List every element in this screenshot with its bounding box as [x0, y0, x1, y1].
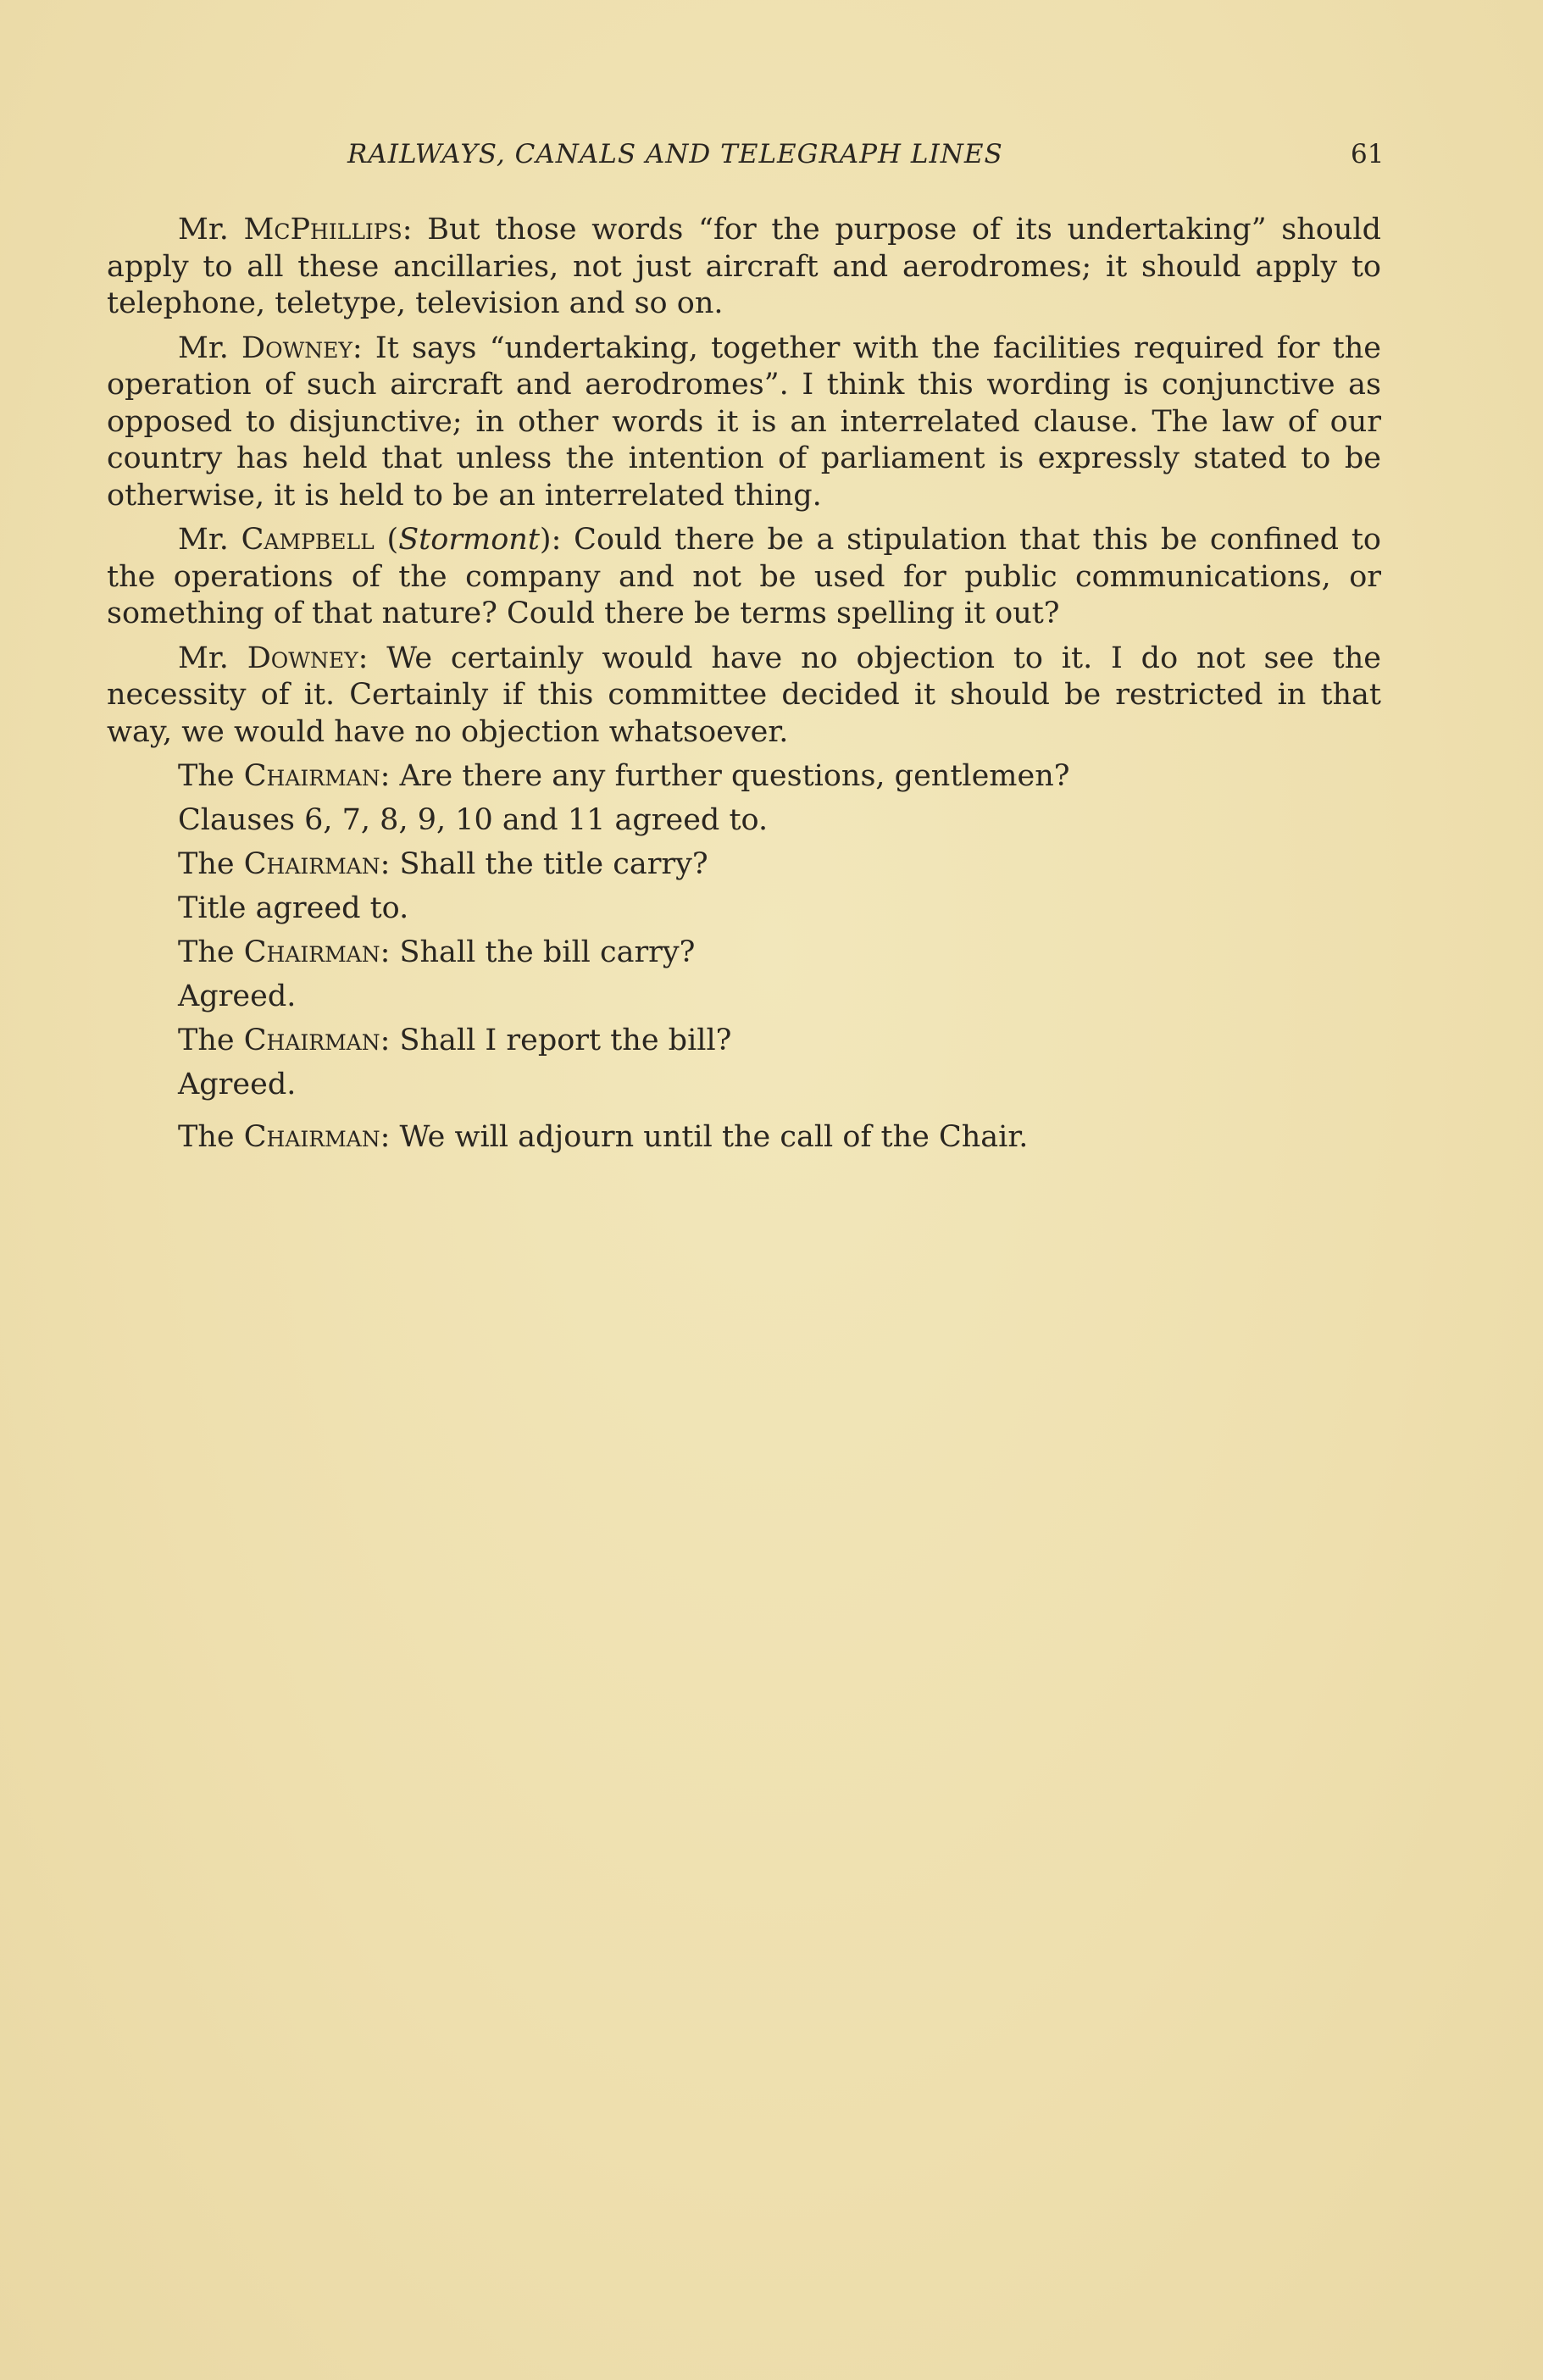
line-chairman-questions [107, 758, 1381, 796]
speaker-title: Mr. [178, 330, 242, 365]
paragraph-downey-1 [107, 330, 1381, 515]
speaker-title: The [178, 935, 244, 969]
paragraph-text: : Could there be a stipulation that this be confined to the operations of the company and not be used for public communications, or something of that nature? Could there be terms spelling it out? [107, 523, 1381, 630]
speaker-name: Chairman [243, 759, 380, 793]
speaker-name: Chairman [243, 1024, 380, 1057]
line-text: : Shall I report the bill? [380, 1024, 732, 1057]
line-text: : Shall the bill carry? [380, 935, 696, 969]
line-text: Agreed. [178, 1068, 297, 1101]
line-chairman-title [107, 846, 1381, 884]
paragraph-mcphillips [107, 212, 1381, 323]
speaker-title: Mr. [178, 523, 241, 557]
line-text: Clauses 6, 7, 8, 9, 10 and 11 agreed to. [178, 803, 769, 837]
speaker-constituency: Stormont [398, 523, 540, 557]
paragraph-text: : We certainly would have no objection to it. I do not see the necessity of it. Certainly if this committee decided it should be restricted in that way, we would have no objection whatsoever. [107, 641, 1381, 749]
page-number: 61 [1351, 139, 1385, 169]
line-text: Agreed. [178, 979, 297, 1013]
speaker-title: Mr. [178, 213, 244, 247]
speaker-name: Downey [247, 641, 358, 675]
line-agreed-2 [107, 1067, 1381, 1104]
transcript-body [107, 212, 1381, 1163]
line-text: : We will adjourn until the call of the Chair. [380, 1119, 1029, 1154]
speaker-title: The [178, 1024, 244, 1057]
line-text: : Are there any further questions, gentlemen? [380, 759, 1070, 793]
line-agreed-1 [107, 979, 1381, 1016]
paragraph-campbell: Mr. Campbell (Stormont): Could there be a stipulation that this be confined to the operations of the company and not be used for public communications, or something of that nature? Could there be terms spelling it out? [107, 523, 1381, 630]
speaker-name: Chairman [243, 935, 380, 969]
running-head [0, 136, 1543, 178]
line-text: Title agreed to. [178, 891, 409, 925]
line-clauses-agreed [107, 802, 1381, 840]
speaker-name: McPhillips [243, 213, 402, 247]
speaker-title: Mr. [178, 641, 247, 675]
speaker-name: Downey [241, 330, 352, 365]
speaker-title: The [178, 1119, 244, 1154]
line-chairman-report [107, 1023, 1381, 1060]
paragraph-downey-2 [107, 641, 1381, 752]
line-chairman-adjourn [107, 1119, 1381, 1157]
speaker-name: Chairman [243, 847, 380, 881]
running-title: RAILWAYS, CANALS AND TELEGRAPH LINES [347, 139, 1003, 169]
speaker-title: The [178, 759, 244, 793]
speaker-name: Chairman [243, 1119, 380, 1154]
line-text: : Shall the title carry? [380, 847, 708, 881]
speaker-title: The [178, 847, 244, 881]
paragraph-text: : It says “undertaking, together with the facilities required for the operation of such aircraft and aerodromes”. I think this wording is conjunctive as opposed to disjunctive; in other words it is an interrelated clause. The law of our country has held that unless the intention of parliament is expressly stated to be otherwise, it is held to be an interrelated thing. [107, 330, 1381, 513]
paragraph-text: : But those words “for the purpose of its undertaking” should apply to all these ancillaries, not just aircraft and aerodromes; it should apply to telephone, teletype, television and so on. [107, 213, 1381, 320]
line-chairman-bill [107, 935, 1381, 972]
speaker-name: Campbell [241, 523, 375, 557]
line-title-agreed [107, 890, 1381, 928]
